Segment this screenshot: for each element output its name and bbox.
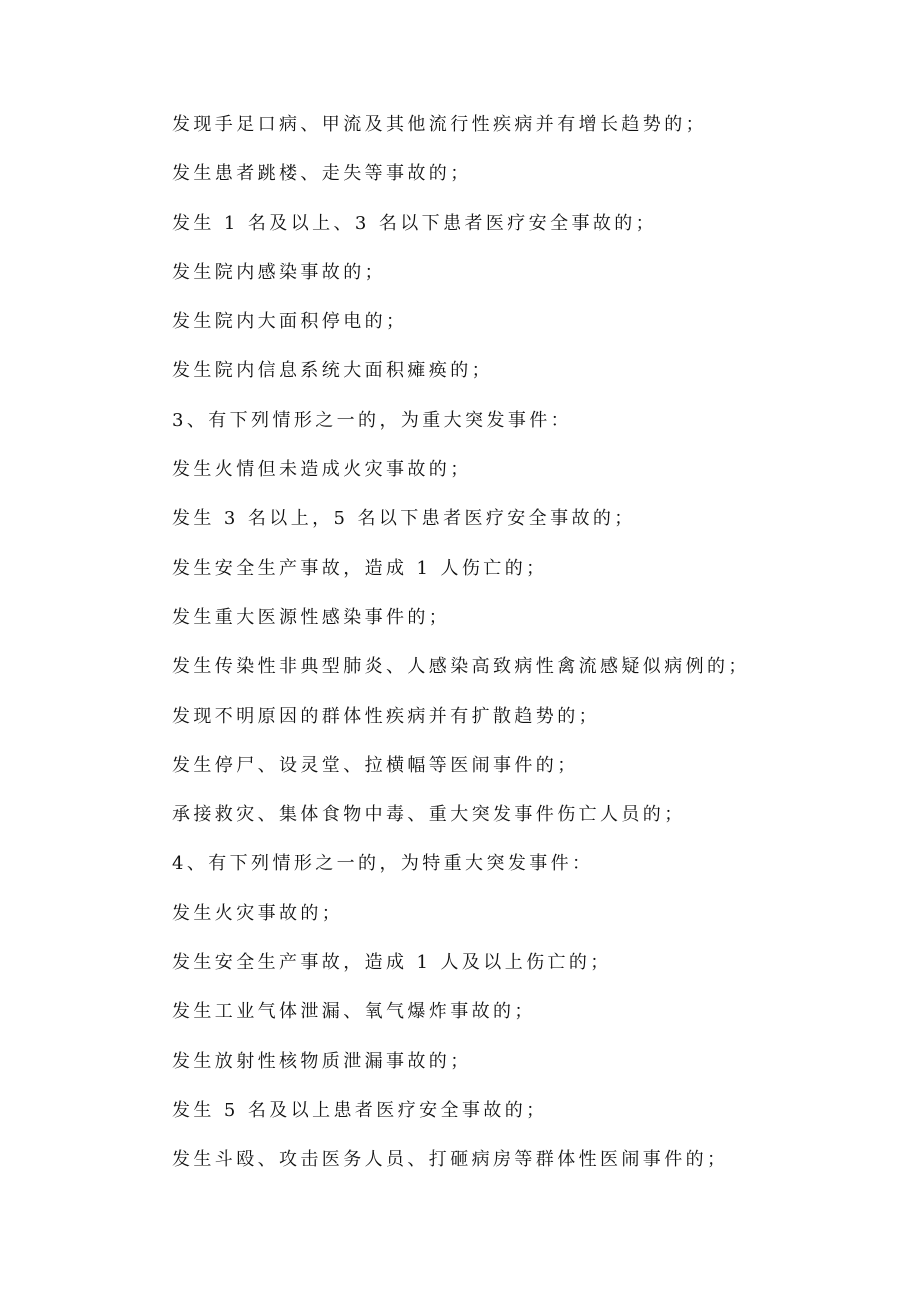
text-line: 发生院内信息系统大面积瘫痪的； — [172, 360, 493, 382]
section-heading: 4、有下列情形之一的，为特重大突发事件： — [172, 853, 594, 875]
text-line: 发生停尸、设灵堂、拉横幅等医闹事件的； — [172, 754, 579, 776]
text-line: 发生安全生产事故，造成 1 人及以上伤亡的； — [172, 952, 612, 974]
text-line: 发现手足口病、甲流及其他流行性疾病并有增长趋势的； — [172, 114, 707, 135]
text-line: 承接救灾、集体食物中毒、重大突发事件伤亡人员的； — [172, 804, 686, 826]
text-line: 发生重大医源性感染事件的； — [172, 606, 451, 628]
text-line: 发生工业气体泄漏、氧气爆炸事故的； — [172, 1001, 536, 1023]
text-line: 发生院内感染事故的； — [172, 261, 386, 283]
text-line: 发生安全生产事故，造成 1 人伤亡的； — [172, 557, 548, 579]
text-line: 发生火灾事故的； — [172, 902, 344, 924]
text-line: 发生 3 名以上，5 名以下患者医疗安全事故的； — [172, 508, 636, 530]
document-body — [172, 100, 872, 1185]
text-line: 发生放射性核物质泄漏事故的； — [172, 1050, 472, 1072]
section-heading: 3、有下列情形之一的，为重大突发事件： — [172, 409, 573, 431]
text-line: 发生 1 名及以上、3 名以下患者医疗安全事故的； — [172, 212, 658, 234]
text-line: 发生火情但未造成火灾事故的； — [172, 459, 472, 481]
text-line: 发生 5 名及以上患者医疗安全事故的； — [172, 1099, 548, 1121]
text-line: 发生患者跳楼、走失等事故的； — [172, 163, 472, 185]
text-line: 发生院内大面积停电的； — [172, 311, 408, 333]
text-line: 发生传染性非典型肺炎、人感染高致病性禽流感疑似病例的； — [172, 656, 750, 678]
text-line: 发生斗殴、攻击医务人员、打砸病房等群体性医闹事件的； — [172, 1149, 729, 1171]
text-line: 发现不明原因的群体性疾病并有扩散趋势的； — [172, 705, 600, 727]
